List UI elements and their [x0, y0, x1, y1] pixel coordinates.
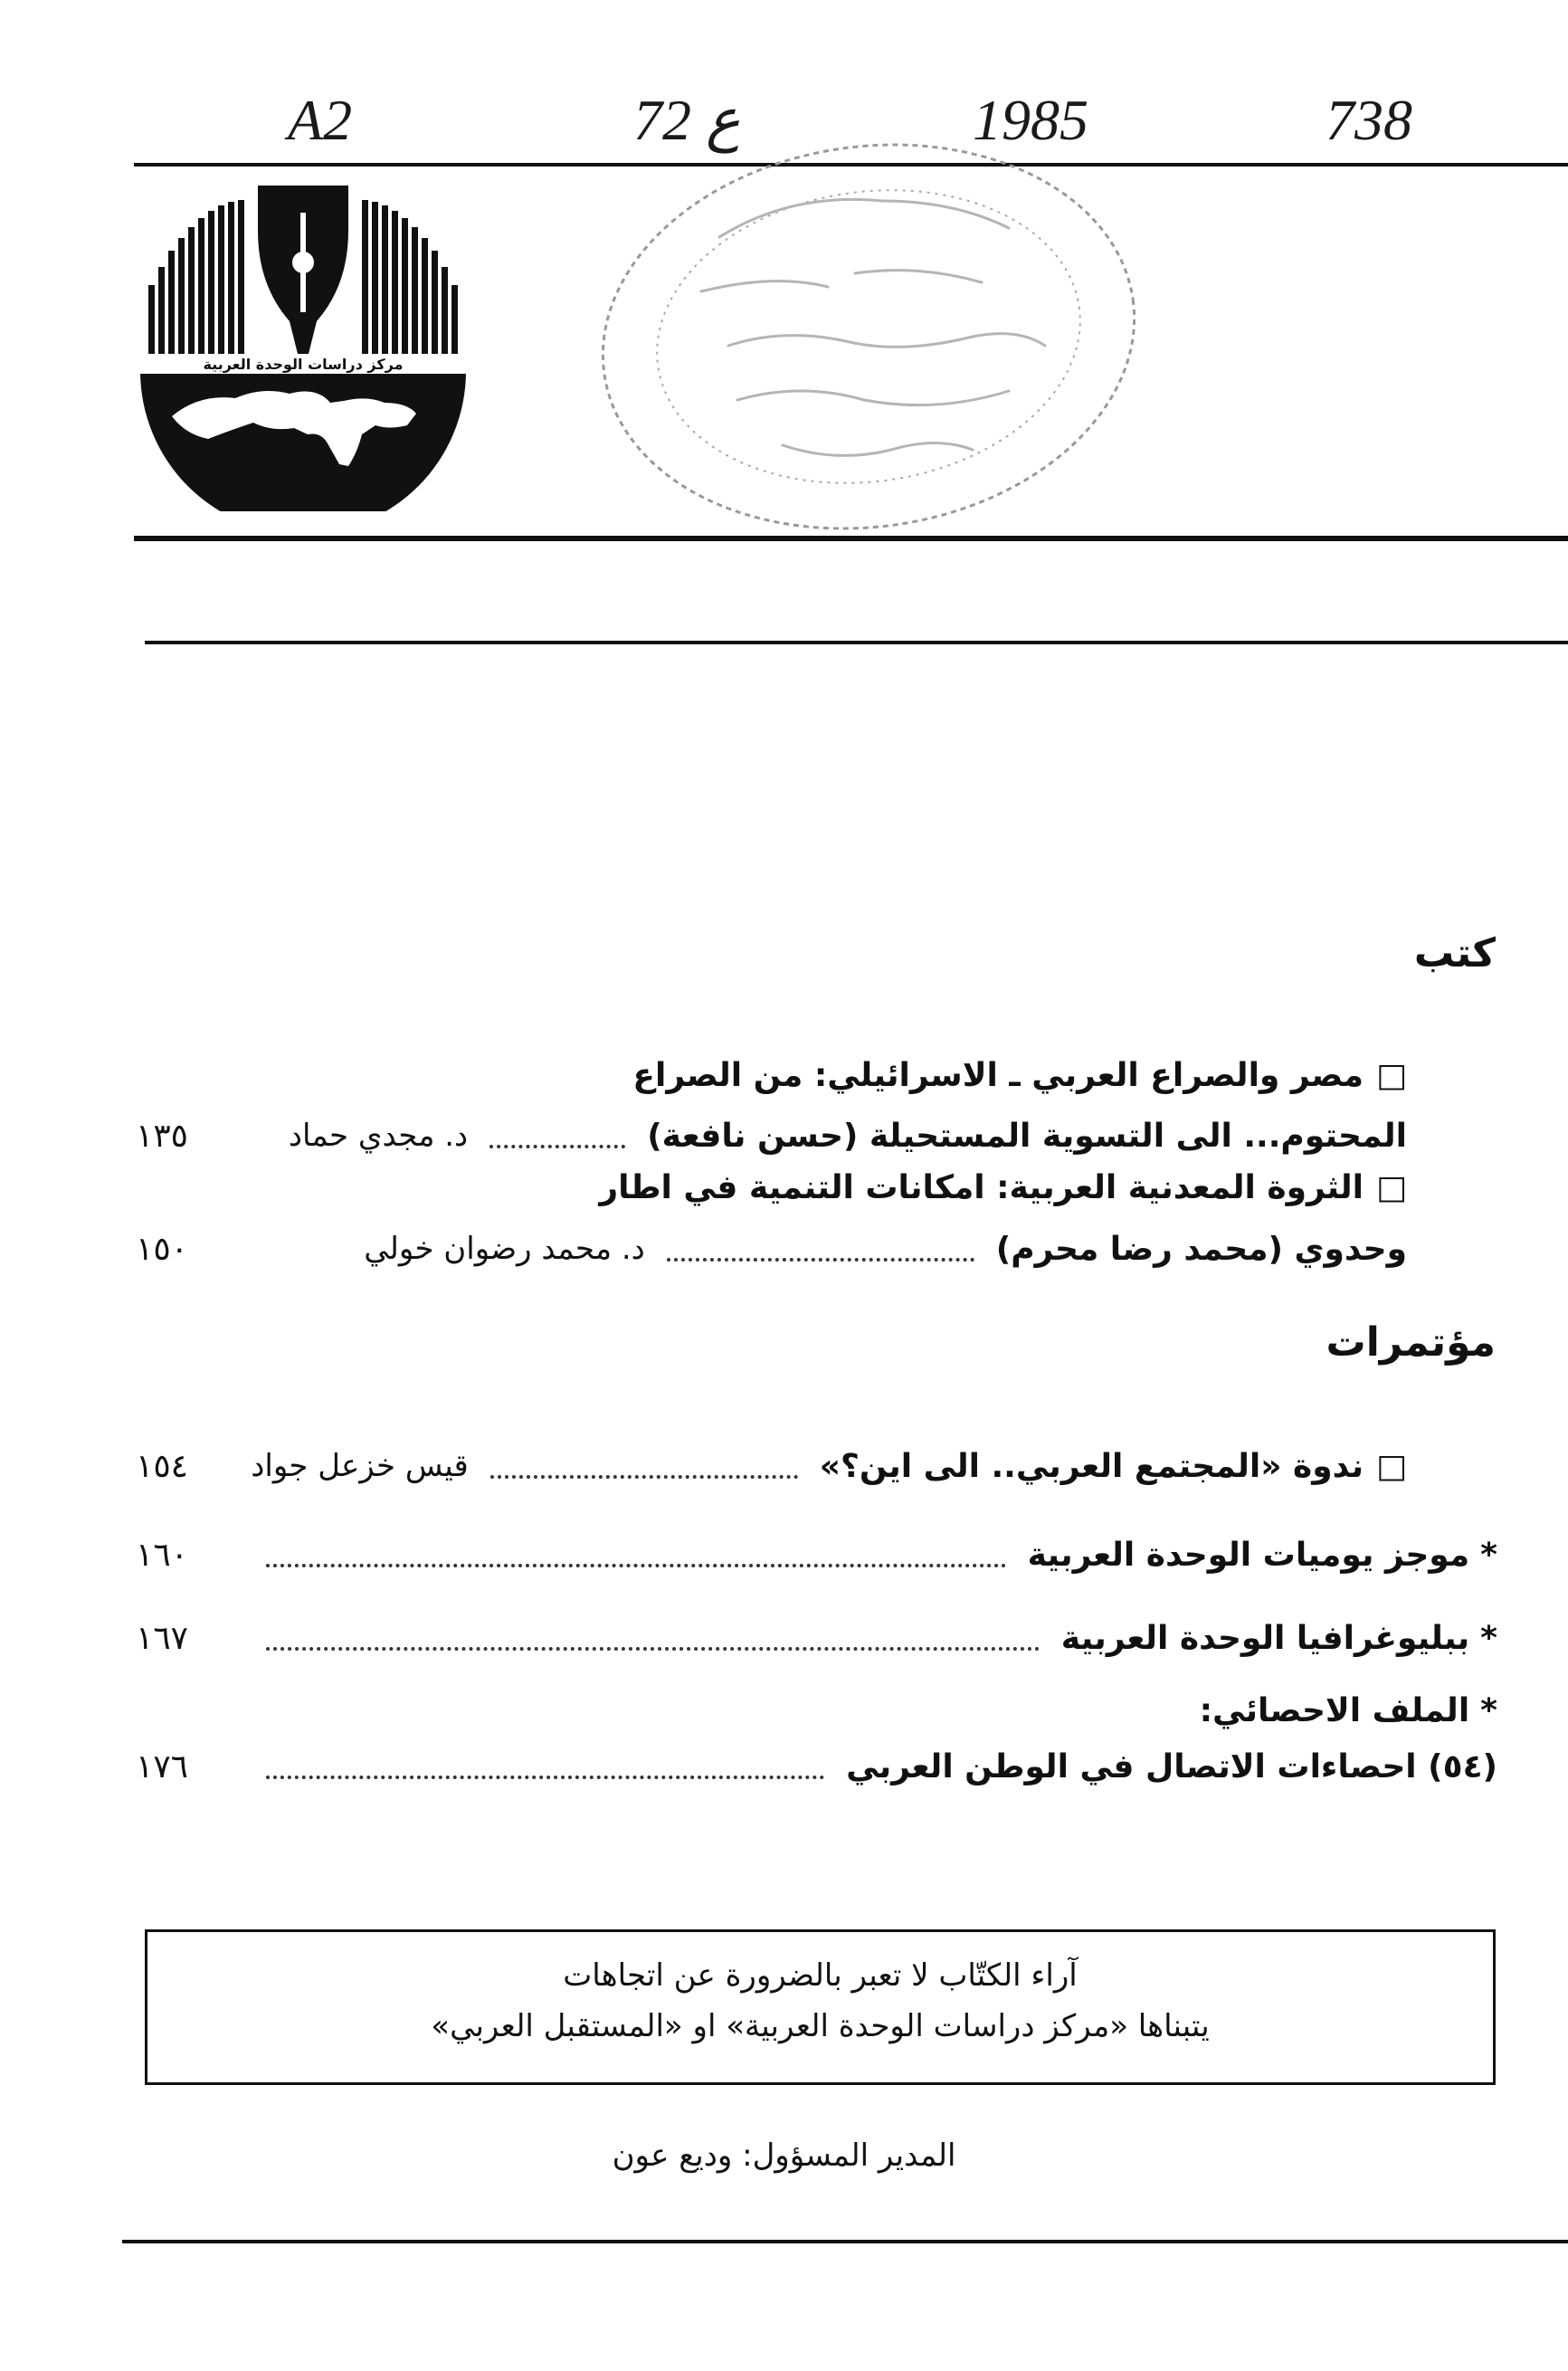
disclaimer-box [145, 1929, 1496, 2085]
editor-in-charge: المدير المسؤول: وديع عون [612, 2138, 956, 2174]
statistics-entry [136, 1739, 1497, 1794]
book-entry-1-line-2 [136, 1109, 1407, 1163]
dot-leader [667, 1254, 974, 1262]
conference-entry-1-title: ندوة «المجتمع العربي.. الى اين؟» [819, 1447, 1364, 1485]
center-logo [136, 176, 470, 511]
checkbox-icon: □ [1375, 1056, 1407, 1094]
book-entry-1-page: ١٣٥ [136, 1117, 189, 1155]
feature-entry-1-title: موجز يوميات الوحدة العربية [1027, 1536, 1470, 1574]
checkbox-icon: □ [1375, 1447, 1407, 1485]
statistics-page: ١٧٦ [136, 1747, 189, 1785]
checkbox-icon: □ [1375, 1168, 1407, 1206]
conference-entry-1 [136, 1439, 1407, 1493]
book-entry-1-title-b: المحتوم... الى التسوية المستحيلة (حسن نافعة) [647, 1117, 1407, 1155]
feature-entry-1-page: ١٦٠ [136, 1536, 189, 1574]
library-stamp [593, 138, 1145, 536]
asterisk-icon: * [1480, 1691, 1497, 1729]
book-entry-2-line-2 [136, 1222, 1407, 1276]
disclaimer-line-2: يتبناها «مركز دراسات الوحدة العربية» او «المستقبل العربي» [431, 2008, 1210, 2044]
book-entry-1-title-a: مصر والصراع العربي ـ الاسرائيلي: من الصراع [632, 1056, 1364, 1094]
header-mark-issue: 72 ع [633, 88, 741, 152]
dot-leader [490, 1471, 798, 1479]
dot-leader [266, 1772, 824, 1779]
conference-entry-1-page: ١٥٤ [136, 1447, 189, 1485]
dot-leader [266, 1643, 1040, 1651]
book-entry-2-author: د. محمد رضوان خولي [364, 1231, 645, 1267]
section-heading-conferences: مؤتمرات [1326, 1319, 1496, 1366]
book-entry-2-line-1 [136, 1160, 1407, 1214]
dot-leader [489, 1141, 625, 1148]
book-entry-2-title-a: الثروة المعدنية العربية: امكانات التنمية في اطار [599, 1168, 1364, 1206]
book-entry-2-title-b: وحدوي (محمد رضا محرم) [995, 1230, 1407, 1268]
masthead-rule [134, 536, 1568, 541]
header-mark-year: 1985 [973, 88, 1088, 152]
book-entry-1-line-1 [136, 1048, 1407, 1102]
book-entry-1-author: د. مجدي حماد [288, 1118, 469, 1154]
conference-entry-1-author: قيس خزعل جواد [251, 1448, 469, 1484]
feature-entry-2 [136, 1611, 1497, 1665]
logo-caption: مركز دراسات الوحدة العربية [203, 356, 404, 373]
book-entry-2-page: ١٥٠ [136, 1230, 189, 1268]
feature-entry-2-title: ببليوغرافيا الوحدة العربية [1060, 1619, 1470, 1657]
feature-entry-1 [136, 1528, 1497, 1582]
statistics-item: (٥٤) احصاءات الاتصال في الوطن العربي [846, 1747, 1497, 1785]
header-mark-number: 738 [1326, 88, 1412, 152]
dot-leader [266, 1560, 1006, 1567]
statistics-title: الملف الاحصائي: [1199, 1691, 1470, 1729]
header-mark-code: A2 [288, 88, 353, 152]
feature-entry-2-page: ١٦٧ [136, 1619, 189, 1657]
section-heading-books: كتب [1413, 930, 1496, 976]
bottom-rule [122, 2240, 1568, 2243]
disclaimer-line-1: آراء الكتّاب لا تعبر بالضرورة عن اتجاهات [563, 1957, 1078, 1994]
statistics-heading [136, 1683, 1497, 1738]
asterisk-icon: * [1480, 1536, 1497, 1574]
contents-rule [145, 641, 1568, 644]
asterisk-icon: * [1480, 1619, 1497, 1657]
